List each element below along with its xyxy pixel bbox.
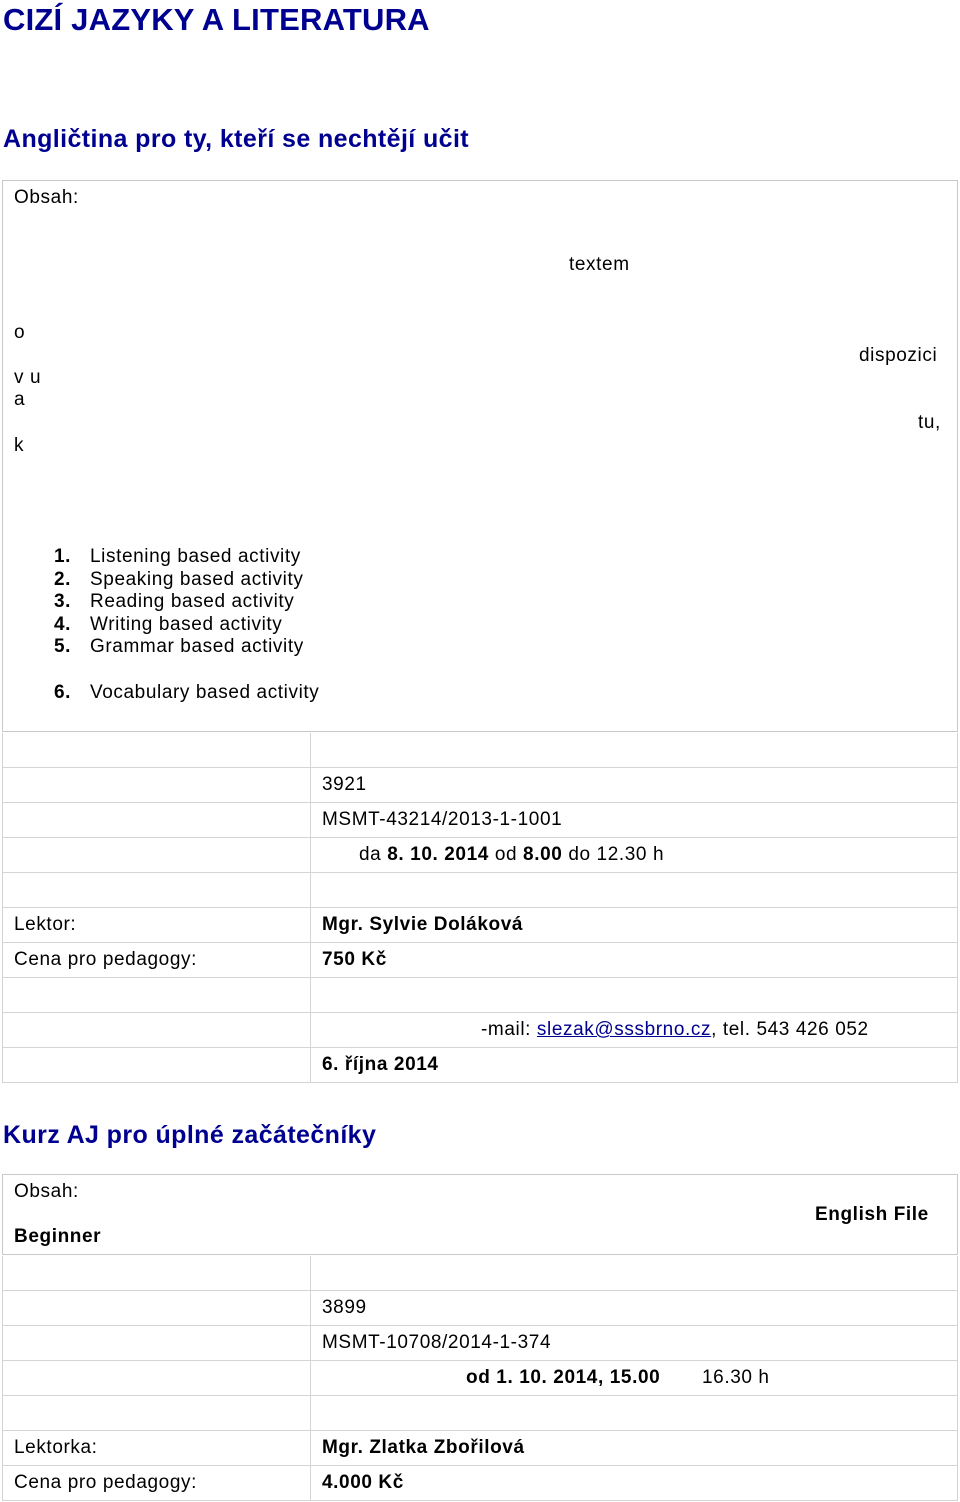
contact-info	[481, 1019, 869, 1041]
date-prefix: da	[359, 844, 382, 865]
accreditation-number: MSMT-10708/2014-1-374	[322, 1332, 552, 1353]
deadline-date: 6. října 2014	[322, 1054, 439, 1075]
course-date: od 1. 10. 2014, 15.00	[466, 1367, 661, 1388]
table-rule	[2, 1082, 958, 1083]
table-border	[2, 733, 3, 1083]
fragment-text: k	[14, 435, 25, 456]
course-date	[359, 844, 664, 866]
price-label: Cena pro pedagogy:	[14, 949, 197, 970]
table-rule	[2, 1465, 958, 1466]
activity-label: Speaking based activity	[90, 569, 304, 590]
contact-phone: , tel. 543 426 052	[711, 1019, 869, 1040]
activity-label: Vocabulary based activity	[90, 682, 320, 703]
activity-number: 6.	[54, 682, 72, 703]
activity-number: 2.	[54, 569, 72, 590]
email-link[interactable]: slezak@sssbrno.cz	[536, 1019, 712, 1040]
activity-item	[54, 614, 282, 636]
lector-label: Lektor:	[14, 914, 77, 935]
table-border	[957, 733, 958, 1083]
activity-item	[54, 636, 304, 658]
course-title: Angličtina pro ty, kteří se nechtějí učit	[3, 125, 470, 153]
activity-label: Listening based activity	[90, 546, 301, 567]
contact-prefix: -mail:	[481, 1019, 537, 1040]
price-label: Cena pro pedagogy:	[14, 1472, 197, 1493]
fragment-text: textem	[569, 254, 630, 275]
table-rule	[2, 1047, 958, 1048]
table-rule	[2, 1430, 958, 1431]
table-rule	[2, 1395, 958, 1396]
activity-number: 4.	[54, 614, 72, 635]
activity-item	[54, 591, 294, 613]
course-code: 3899	[322, 1297, 367, 1318]
course-level: Beginner	[14, 1226, 102, 1247]
lector-label: Lektorka:	[14, 1437, 98, 1458]
activity-item	[54, 569, 303, 591]
lector-name: Mgr. Sylvie Doláková	[322, 914, 524, 935]
table-rule	[2, 907, 958, 908]
table-rule	[2, 1290, 958, 1291]
table-rule	[2, 1325, 958, 1326]
lector-name: Mgr. Zlatka Zbořilová	[322, 1437, 525, 1458]
date-value: 8. 10. 2014	[387, 844, 489, 865]
table-rule	[2, 977, 958, 978]
activity-number: 1.	[54, 546, 72, 567]
price-value: 750 Kč	[322, 949, 387, 970]
table-rule	[2, 1500, 958, 1501]
activity-number: 5.	[54, 636, 72, 657]
fragment-text: a	[14, 389, 26, 410]
activity-label: Grammar based activity	[90, 636, 304, 657]
course-code: 3921	[322, 774, 367, 795]
table-rule	[2, 942, 958, 943]
activity-label: Reading based activity	[90, 591, 295, 612]
price-value: 4.000 Kč	[322, 1472, 404, 1493]
activity-label: Writing based activity	[90, 614, 283, 635]
table-rule	[2, 837, 958, 838]
course-time-end: 16.30 h	[702, 1367, 770, 1388]
page-title: CIZÍ JAZYKY A LITERATURA	[3, 2, 430, 37]
table-rule	[2, 767, 958, 768]
obsah-label: Obsah:	[14, 1181, 79, 1202]
table-rule	[2, 1360, 958, 1361]
time-value: 8.00	[523, 844, 563, 865]
fragment-text: tu,	[918, 412, 941, 433]
fragment-text: v u	[14, 367, 42, 388]
time-end: do 12.30 h	[568, 844, 665, 865]
table-divider	[310, 733, 311, 1083]
fragment-text: dispozici	[859, 345, 938, 366]
fragment-text: o	[14, 322, 26, 343]
accreditation-number: MSMT-43214/2013-1-1001	[322, 809, 563, 830]
course-title: Kurz AJ pro úplné začátečníky	[3, 1121, 377, 1149]
activity-number: 3.	[54, 591, 72, 612]
table-rule	[2, 872, 958, 873]
textbook-name: English File	[815, 1204, 929, 1225]
table-rule	[2, 802, 958, 803]
activity-item	[54, 682, 319, 704]
activity-item	[54, 546, 301, 568]
time-prefix: od	[494, 844, 518, 865]
obsah-label: Obsah:	[14, 187, 79, 208]
table-rule	[2, 1012, 958, 1013]
